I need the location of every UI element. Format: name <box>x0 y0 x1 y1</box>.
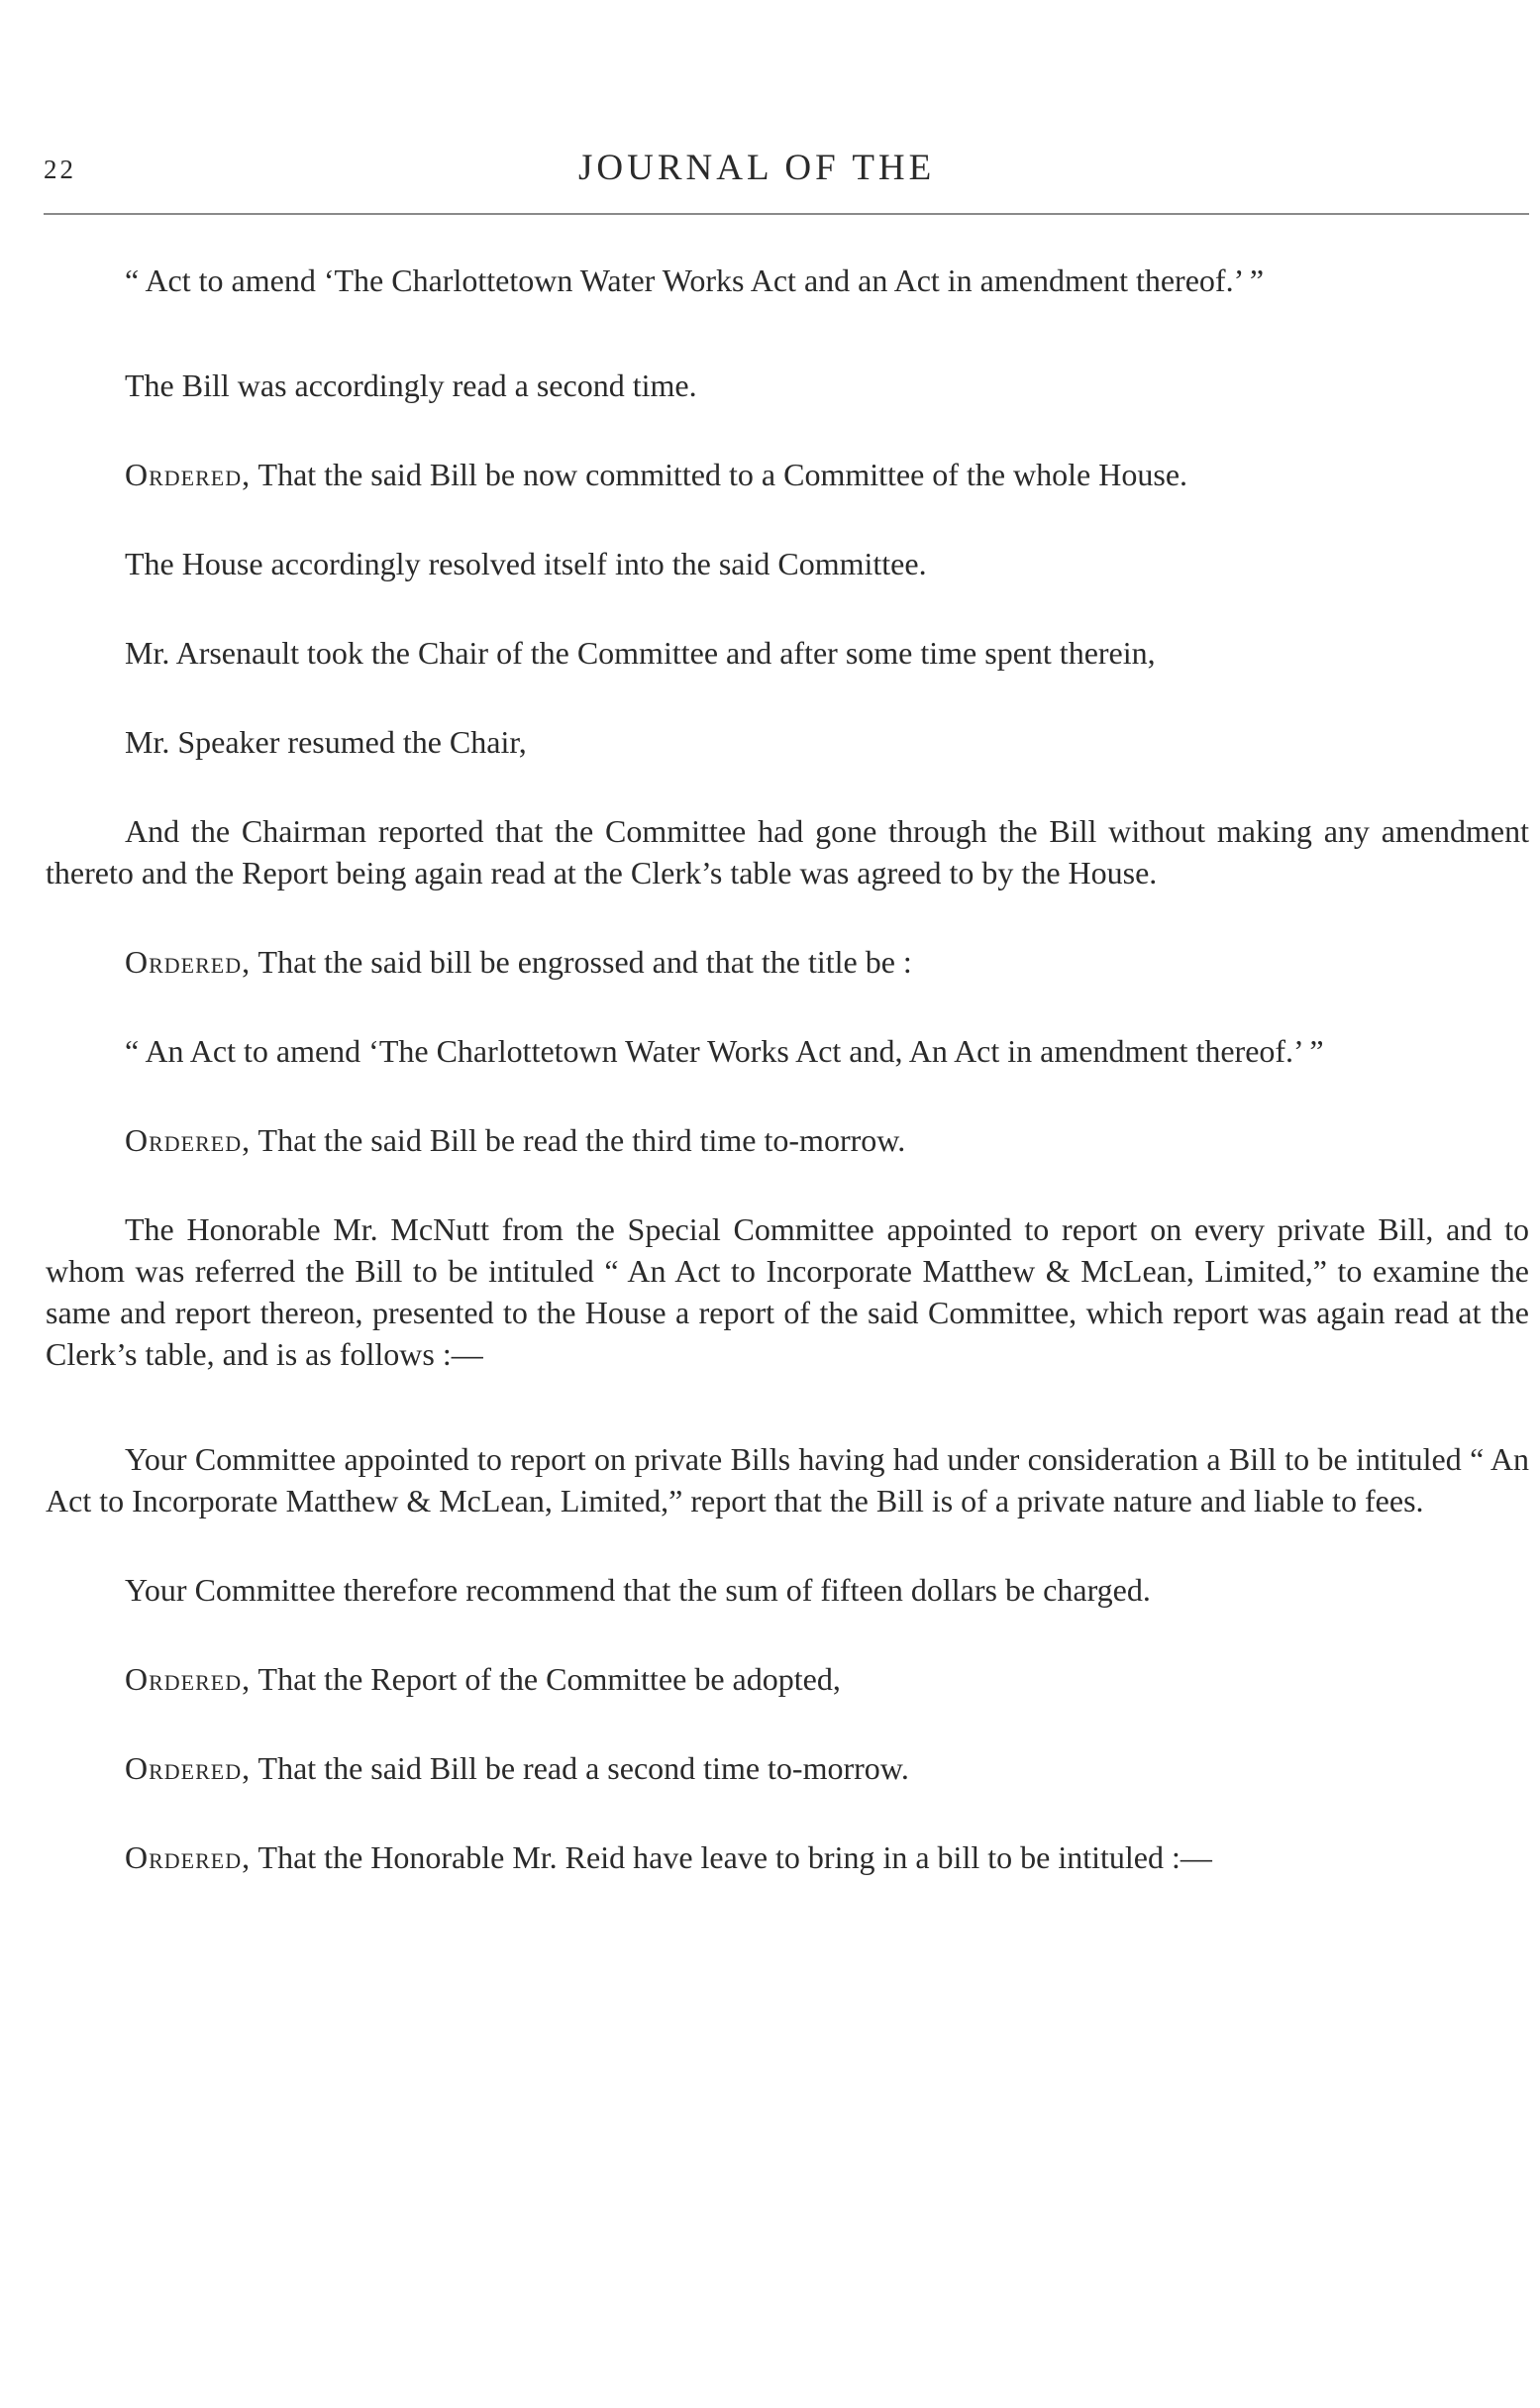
paragraph-8: Ordered, That the said bill be engrossed and that the title be : <box>125 944 912 980</box>
paragraph-12: Your Committee appointed to report on private Bills having had under consideration a Bill to be intituled “ An Act to Incorporate Matthew & McLean, Limited,” report that the Bill is of a private nature and liable to fees. <box>46 1441 1529 1518</box>
paragraph-3: Ordered, That the said Bill be now committed to a Committee of the whole House. <box>125 457 1188 492</box>
paragraph-5: Mr. Arsenault took the Chair of the Committee and after some time spent therein, <box>125 635 1156 671</box>
paragraph-15: Ordered, That the said Bill be read a second time to-morrow. <box>125 1750 909 1786</box>
ordered-lead: Ordered, <box>125 944 252 980</box>
paragraph-6: Mr. Speaker resumed the Chair, <box>125 724 527 760</box>
paragraph-7: And the Chairman reported that the Committee had gone through the Bill without making any amendment thereto and the Report being again read at the Clerk’s table was agreed to by the House. <box>46 813 1529 890</box>
paragraph-14: Ordered, That the Report of the Committee be adopted, <box>125 1661 841 1697</box>
ordered-lead: Ordered, <box>125 457 252 492</box>
paragraph-9: “ An Act to amend ‘The Charlottetown Water Works Act and, An Act in amendment thereof.’ ” <box>125 1033 1324 1069</box>
paragraph-16: Ordered, That the Honorable Mr. Reid have leave to bring in a bill to be intituled :— <box>125 1839 1212 1875</box>
ordered-lead: Ordered, <box>125 1122 252 1158</box>
ordered-lead: Ordered, <box>125 1750 252 1786</box>
paragraph-1: “ Act to amend ‘The Charlottetown Water Works Act and an Act in amendment thereof.’ ” <box>125 262 1265 298</box>
page-number: 22 <box>44 155 76 184</box>
paragraph-13: Your Committee therefore recommend that the sum of fifteen dollars be charged. <box>125 1572 1151 1608</box>
paragraph-11: The Honorable Mr. McNutt from the Special Committee appointed to report on every private Bill, and to whom was referred the Bill to be intituled “ An Act to Incorporate Matthew & McLean, Limited,” to examine the same and report thereon, presented to the House a report of the said Committee, which report was again read at the Clerk’s table, and is as follows :— <box>46 1211 1529 1372</box>
ordered-lead: Ordered, <box>125 1839 252 1875</box>
running-head: JOURNAL OF THE <box>578 148 936 188</box>
page-header <box>44 147 1480 196</box>
paragraph-2: The Bill was accordingly read a second time. <box>125 367 697 403</box>
ordered-lead: Ordered, <box>125 1661 252 1697</box>
journal-body <box>46 260 1529 1878</box>
header-rule <box>44 213 1529 215</box>
paragraph-4: The House accordingly resolved itself into the said Committee. <box>125 546 927 581</box>
paragraph-10: Ordered, That the said Bill be read the third time to-morrow. <box>125 1122 906 1158</box>
